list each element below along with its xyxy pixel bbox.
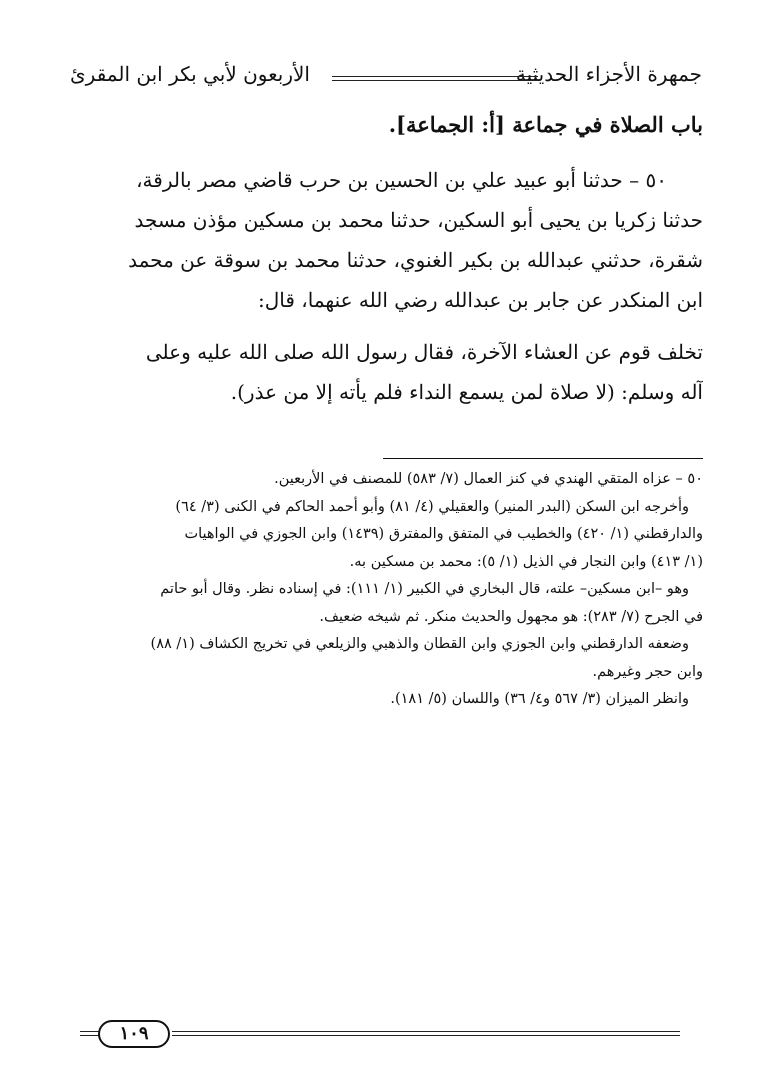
footnote-line: وهو –ابن مسكين– علته، قال البخاري في الكبير (١/ ١١١): في إسناده نظر. وقال أبو حاتم	[160, 581, 689, 597]
footnote-line: وأخرجه ابن السكن (البدر المنير) والعقيلي (٤/ ٨١) وأبو أحمد الحاكم في الكنى (٣/ ٦٤)	[175, 498, 689, 515]
header-divider	[332, 76, 538, 77]
folio-rule-left	[80, 1031, 100, 1032]
header-book-title: جمهرة الأجزاء الحديثية	[515, 62, 702, 86]
folio-rule-second	[172, 1035, 680, 1036]
footnotes	[61, 466, 703, 714]
header-section-title: الأربعون لأبي بكر ابن المقرئ	[70, 62, 310, 86]
footnote-separator	[383, 458, 703, 459]
footnote-line: ٥٠ – عزاه المتقي الهندي في كنز العمال (٧/ ٥٨٣) للمصنف في الأربعين.	[274, 471, 703, 487]
folio-rule	[172, 1031, 680, 1032]
page-number: ١٠٩	[98, 1020, 170, 1048]
footnote-line: وابن حجر وغيرهم.	[592, 663, 703, 680]
paragraph-line: شقرة، حدثني عبدالله بن بكير الغنوي، حدثنا محمد بن سوقة عن محمد	[128, 248, 703, 272]
paragraph-line: آله وسلم: (لا صلاة لمن يسمع النداء فلم يأته إلا من عذر).	[230, 380, 703, 404]
footnote-line: في الجرح (٧/ ٢٨٣): هو مجهول والحديث منكر. ثم شيخه ضعيف.	[319, 608, 703, 625]
running-header	[70, 58, 702, 98]
footnote-line: (١/ ٤١٣) وابن النجار في الذيل (١/ ٥): محمد بن مسكين به.	[349, 553, 703, 570]
paragraph-line: ٥٠ – حدثنا أبو عبيد علي بن الحسين بن حرب قاضي مصر بالرقة،	[136, 168, 667, 192]
chapter-title: باب الصلاة في جماعة [أ: الجماعة].	[388, 112, 703, 137]
paragraph-line: ابن المنكدر عن جابر بن عبدالله رضي الله عنهما، قال:	[257, 288, 703, 312]
page-number-frame	[80, 1018, 680, 1048]
footnote-line: والدارقطني (١/ ٤٢٠) والخطيب في المتفق والمفترق (١٤٣٩) وابن الجوزي في الواهيات	[184, 526, 703, 542]
footnote-line: وانظر الميزان (٣/ ٥٦٧ و٤/ ٣٦) واللسان (٥/ ١٨١).	[390, 691, 689, 707]
paragraph-line: حدثنا زكريا بن يحيى أبو السكين، حدثنا محمد بن مسكين مؤذن مسجد	[134, 208, 703, 232]
footnote-line: وضعفه الدارقطني وابن الجوزي وابن القطان والذهبي والزيلعي في تخريج الكشاف (١/ ٨٨)	[150, 636, 689, 652]
hadith-matn-paragraph	[63, 332, 703, 422]
hadith-isnad-paragraph	[63, 160, 703, 335]
folio-rule-left-second	[80, 1035, 100, 1036]
header-divider-second	[332, 80, 538, 81]
paragraph-line: تخلف قوم عن العشاء الآخرة، فقال رسول الله صلى الله عليه وعلى	[145, 340, 703, 364]
